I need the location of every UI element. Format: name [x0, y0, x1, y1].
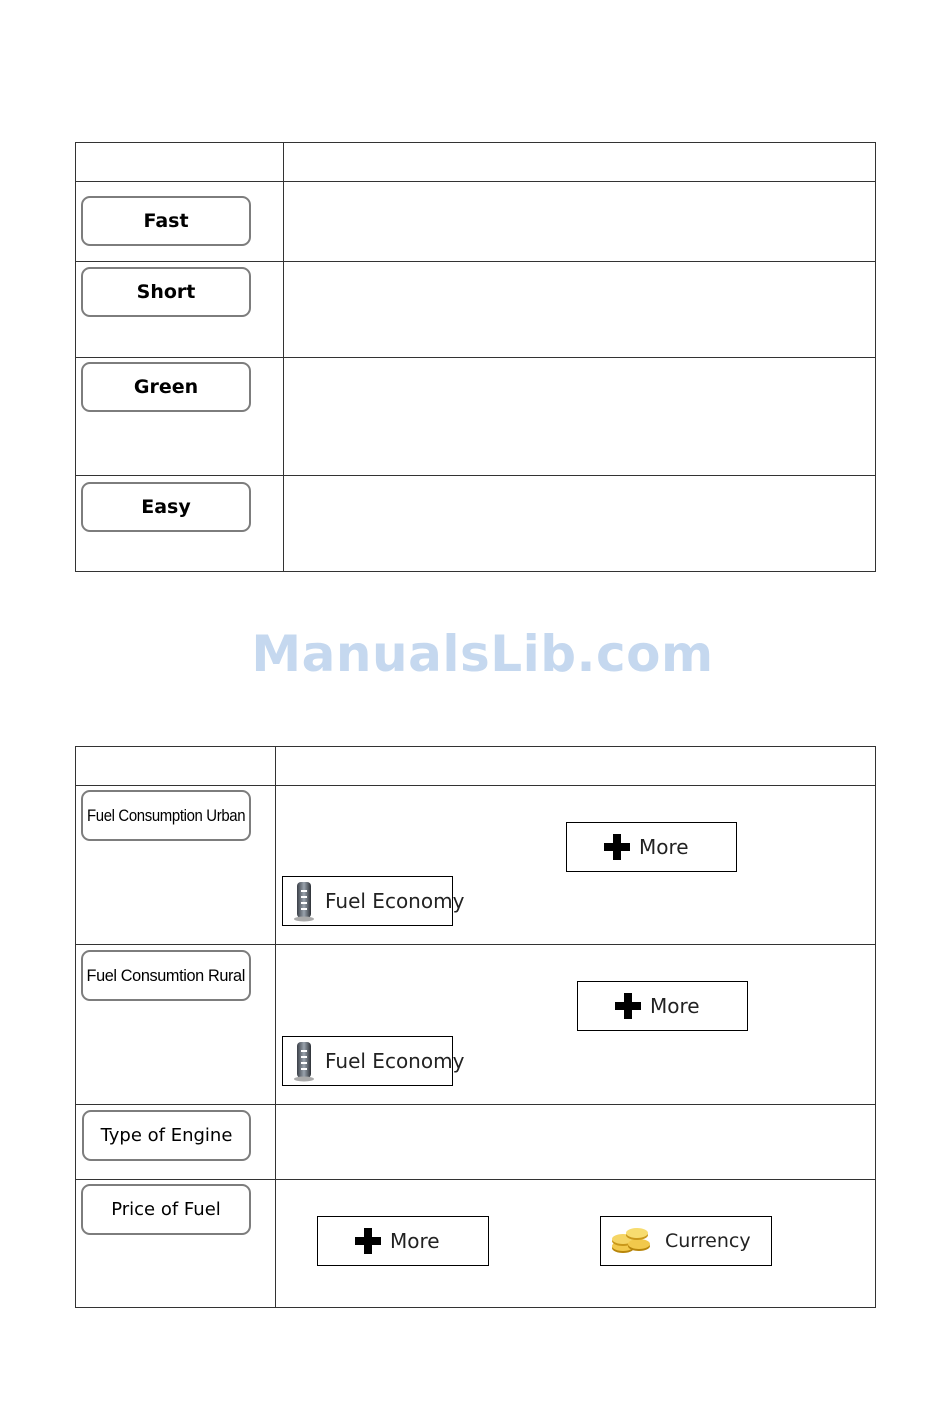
plus-icon — [354, 1227, 382, 1255]
fuel-gauge-icon — [291, 1040, 317, 1082]
fuel-consumption-urban-label: Fuel Consumption Urban — [86, 805, 246, 825]
fuel-economy-button-label: Fuel Economy — [325, 889, 465, 913]
watermark: ManualsLib.com — [251, 625, 714, 683]
more-button[interactable] — [317, 1216, 489, 1266]
fast-route-button[interactable] — [81, 196, 251, 246]
fuel-economy-button[interactable] — [282, 1036, 465, 1086]
currency-button-label: Currency — [665, 1230, 751, 1252]
column-divider — [275, 747, 276, 1307]
fuel-economy-button-label: Fuel Economy — [325, 1049, 465, 1073]
easy-route-button[interactable] — [81, 482, 251, 532]
type-of-engine-button[interactable] — [82, 1110, 251, 1161]
coins-icon — [609, 1226, 653, 1256]
row-divider — [76, 475, 875, 476]
price-of-fuel-label: Price of Fuel — [111, 1199, 221, 1220]
route-type-table — [75, 142, 876, 572]
more-button[interactable] — [577, 981, 748, 1031]
fast-route-label: Fast — [143, 210, 189, 232]
row-divider — [76, 1104, 875, 1105]
row-divider — [76, 944, 875, 945]
price-of-fuel-button[interactable] — [81, 1184, 251, 1235]
row-divider — [76, 357, 875, 358]
green-route-label: Green — [133, 376, 199, 398]
fuel-consumption-rural-label: Fuel Consumtion Rural — [86, 965, 246, 985]
row-divider — [76, 181, 875, 182]
row-divider — [76, 261, 875, 262]
row-divider — [76, 1179, 875, 1180]
fuel-consumption-rural-button[interactable] — [81, 950, 251, 1001]
more-button[interactable] — [566, 822, 737, 872]
fuel-consumption-urban-button[interactable] — [81, 790, 251, 841]
green-route-button[interactable] — [81, 362, 251, 412]
fuel-gauge-icon — [291, 880, 317, 922]
easy-route-label: Easy — [141, 496, 191, 518]
more-button-label: More — [390, 1229, 440, 1253]
fuel-economy-button[interactable] — [282, 876, 465, 926]
short-route-label: Short — [136, 281, 196, 303]
vehicle-settings-table — [75, 746, 876, 1308]
plus-icon — [614, 992, 642, 1020]
more-button-label: More — [650, 994, 700, 1018]
row-divider — [76, 785, 875, 786]
type-of-engine-label: Type of Engine — [100, 1125, 233, 1146]
currency-button[interactable] — [600, 1216, 772, 1266]
plus-icon — [603, 833, 631, 861]
short-route-button[interactable] — [81, 267, 251, 317]
more-button-label: More — [639, 835, 689, 859]
